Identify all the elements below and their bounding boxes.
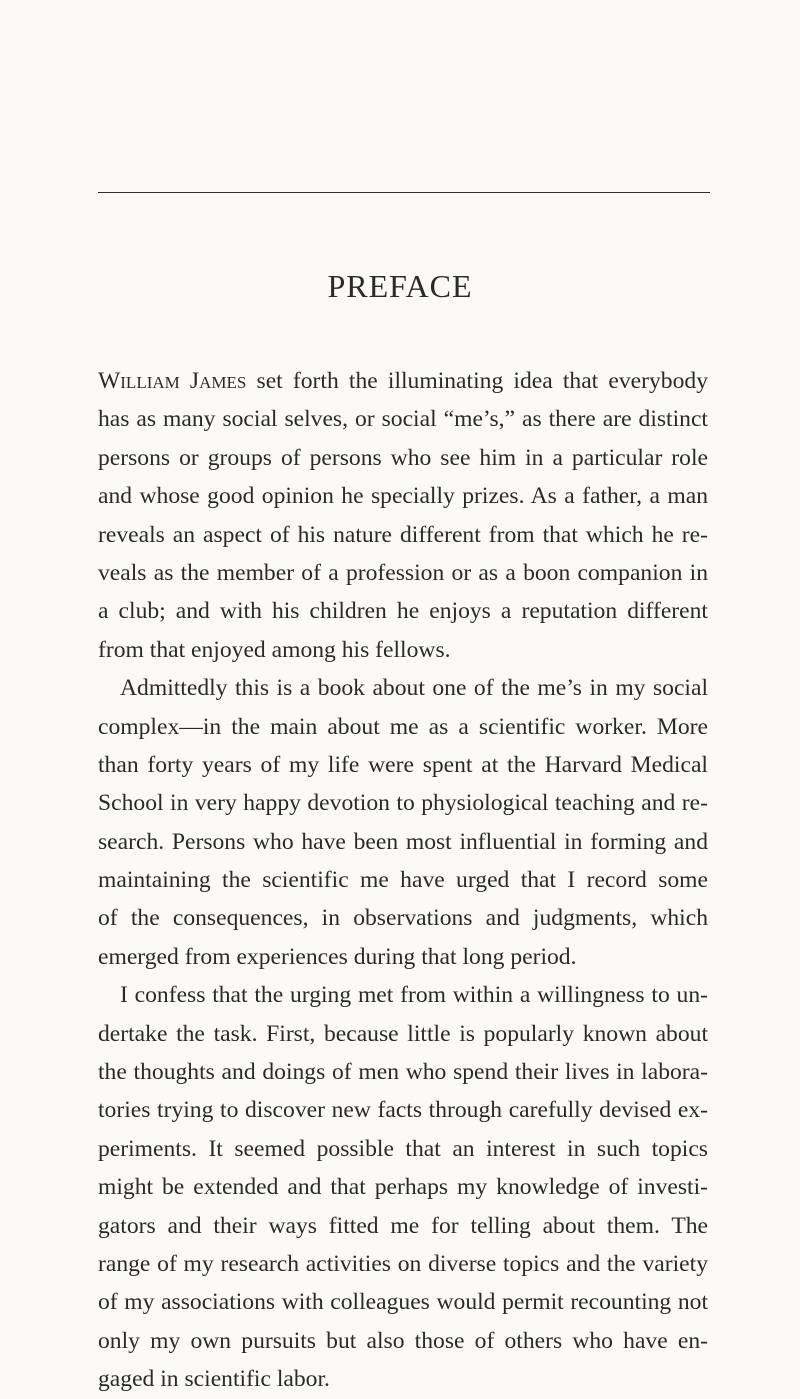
text-line: search. Persons who have been most influential in forming and [98, 828, 708, 855]
text-line: reveals an aspect of his nature different from that which he re- [98, 521, 708, 548]
text-line: I confess that the urging met from within a willingness to un- [120, 982, 708, 1009]
text-line: periments. It seemed possible that an interest in such topics [98, 1135, 708, 1162]
text-line: emerged from experiences during that long period. [98, 943, 577, 970]
text-line: only my own pursuits but also those of others who have en- [98, 1327, 708, 1354]
text-line: range of my research activities on diverse topics and the variety [98, 1250, 708, 1277]
top-rule [98, 192, 710, 193]
text-line: from that enjoyed among his fellows. [98, 636, 451, 663]
text-line: the thoughts and doings of men who spend their lives in labora- [98, 1059, 708, 1086]
body-text [98, 362, 708, 1399]
text-line: maintaining the scientific me have urged that I record some [98, 867, 708, 894]
author-name: William James [98, 368, 247, 394]
text-line: of the consequences, in observations and judgments, which [98, 905, 708, 932]
text-line: William James set forth the illuminating idea that everybody [98, 368, 708, 394]
page-title: PREFACE [327, 268, 473, 304]
text-line: of my associations with colleagues would permit recounting not [98, 1289, 708, 1316]
text-line: a club; and with his children he enjoys a reputation different [98, 598, 708, 625]
text-line: has as many social selves, or social “me’s,” as there are distinct [98, 406, 708, 433]
text-line: tories trying to discover new facts through carefully devised ex- [98, 1097, 708, 1124]
text-line: dertake the task. First, because little is popularly known about [98, 1020, 708, 1047]
text-line: persons or groups of persons who see him in a particular role [98, 444, 708, 471]
text-line: Admittedly this is a book about one of the me’s in my social [120, 675, 708, 702]
text-line: gators and their ways fitted me for telling about them. The [98, 1212, 708, 1239]
text-line: and whose good opinion he specially prizes. As a father, a man [98, 483, 708, 510]
text-line: gaged in scientific labor. [98, 1366, 330, 1393]
text-line: veals as the member of a profession or as a boon companion in [98, 559, 708, 586]
text-line: School in very happy devotion to physiological teaching and re- [98, 790, 708, 817]
text-line: complex—in the main about me as a scientific worker. More [98, 713, 708, 740]
text-line: might be extended and that perhaps my knowledge of investi- [98, 1174, 708, 1201]
text-line: than forty years of my life were spent at the Harvard Medical [98, 751, 708, 778]
